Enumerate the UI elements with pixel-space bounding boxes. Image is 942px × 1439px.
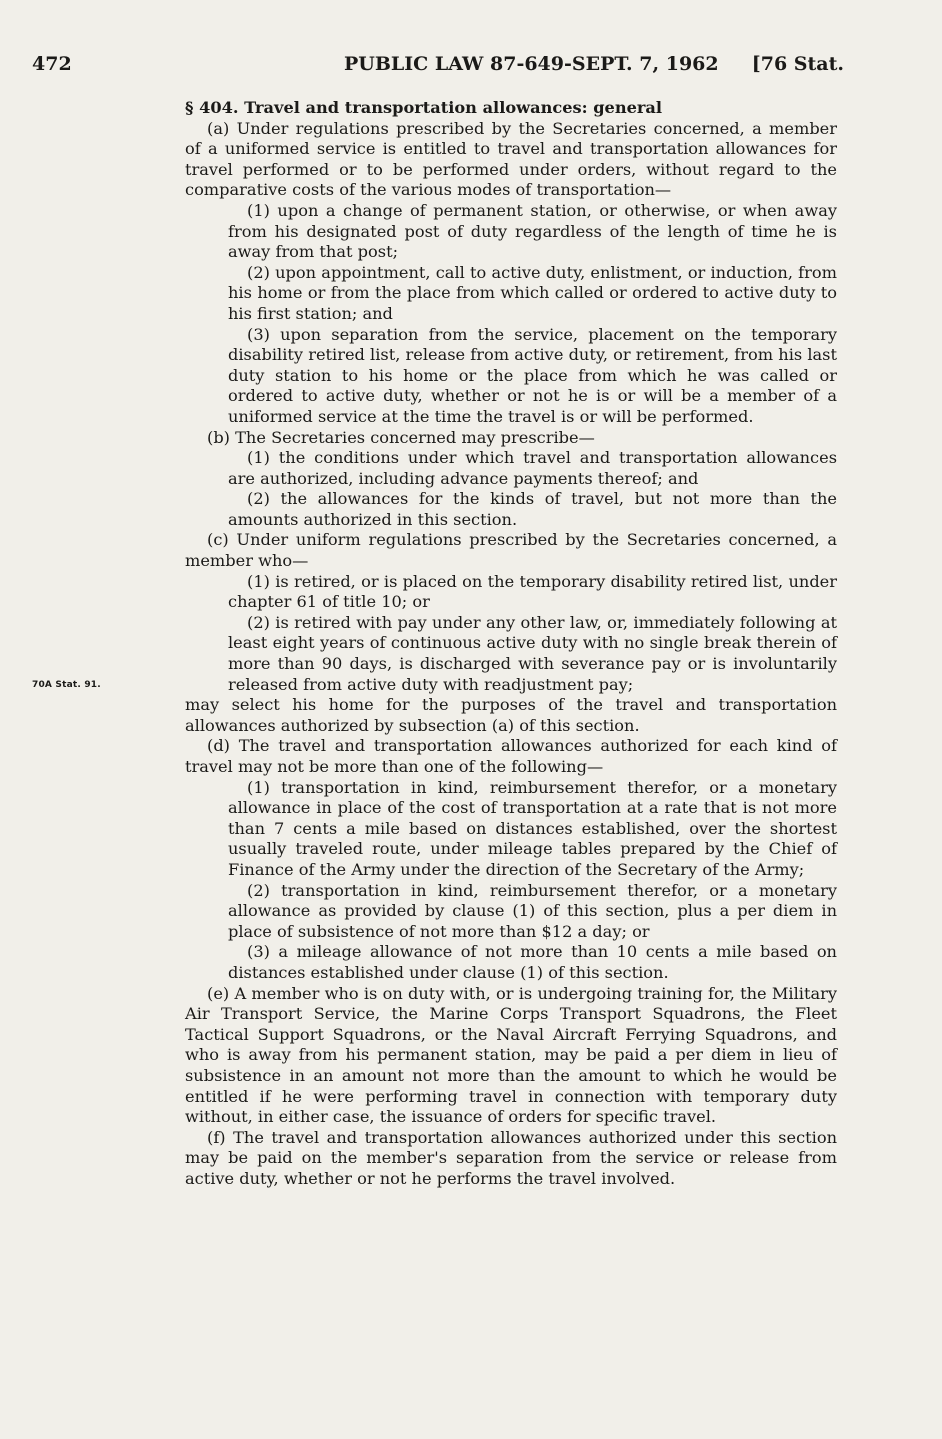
clause-b2: (2) the allowances for the kinds of travel, but not more than the amounts authorized in this section. bbox=[228, 489, 837, 529]
subsection-d: (d) The travel and transportation allowances authorized for each kind of travel may not be more than one of the following— bbox=[185, 736, 837, 776]
subsection-e: (e) A member who is on duty with, or is undergoing training for, the Military Air Transport Service, the Marine Corps Transport Squadrons, the Fleet Tactical Support Squadrons, or the Naval Aircraft Ferrying Squadrons, and who is away from his permanent station, may be paid a per diem in lieu of subsistence in an amount not more than the amount to which he would be entitled if he were performing travel in connection with temporary duty without, in either case, the issuance of orders for specific travel. bbox=[185, 983, 837, 1127]
clause-d3: (3) a mileage allowance of not more than 10 cents a mile based on distances established under clause (1) of this section. bbox=[228, 942, 837, 982]
clause-d1: (1) transportation in kind, reimbursement therefor, or a monetary allowance in place of the cost of transportation at a rate that is not more than 7 cents a mile based on distances established, over the shortest usually traveled route, under mileage tables prepared by the Chief of Finance of the Army under the direction of the Secretary of the Army; bbox=[228, 777, 837, 879]
section-body bbox=[185, 98, 837, 1189]
subsection-c-tail: may select his home for the purposes of the travel and transportation allowances authorized by subsection (a) of this section. bbox=[185, 695, 837, 735]
page-header bbox=[32, 53, 844, 83]
subsection-a: (a) Under regulations prescribed by the Secretaries concerned, a member of a uniformed service is entitled to travel and transportation allowances for travel performed or to be performed under orders, without regard to the comparative costs of the various modes of transportation— bbox=[185, 118, 837, 200]
subsection-b: (b) The Secretaries concerned may prescribe— bbox=[207, 427, 595, 447]
statute-reference: [76 Stat. bbox=[751, 53, 844, 75]
clause-a2: (2) upon appointment, call to active duty, enlistment, or induction, from his home or from the place from which called or ordered to active duty to his first station; and bbox=[228, 262, 837, 323]
clause-c2: (2) is retired with pay under any other law, or, immediately following at least eight years of continuous active duty with no single break therein of more than 90 days, is discharged with severance pay or is involuntarily released from active duty with readjustment pay; bbox=[228, 612, 837, 694]
section-heading: § 404. Travel and transportation allowances: general bbox=[185, 98, 663, 117]
clause-a1: (1) upon a change of permanent station, or otherwise, or when away from his designated post of duty regardless of the length of time he is away from that post; bbox=[228, 200, 837, 262]
clause-a3: (3) upon separation from the service, placement on the temporary disability retired list, release from active duty, or retirement, from his last duty station to his home or the place from which he was called or ordered to active duty, whether or not he is or will be a member of a uniformed service at the time the travel is or will be performed. bbox=[228, 324, 837, 426]
running-head: PUBLIC LAW 87-649-SEPT. 7, 1962 bbox=[344, 53, 719, 75]
clause-b1: (1) the conditions under which travel and transportation allowances are authorized, including advance payments thereof; and bbox=[228, 448, 837, 488]
margin-citation: 70A Stat. 91. bbox=[32, 680, 101, 690]
subsection-c: (c) Under uniform regulations prescribed by the Secretaries concerned, a member who— bbox=[185, 530, 837, 571]
clause-d2: (2) transportation in kind, reimbursement therefor, or a monetary allowance as provided by clause (1) of this section, plus a per diem in place of subsistence of not more than $12 a day; or bbox=[228, 880, 837, 941]
subsection-f: (f) The travel and transportation allowances authorized under this section may be paid on the member's separation from the service or release from active duty, whether or not he performs the travel involved. bbox=[185, 1127, 837, 1188]
clause-c1: (1) is retired, or is placed on the temporary disability retired list, under chapter 61 of title 10; or bbox=[228, 571, 837, 612]
page-number: 472 bbox=[32, 53, 72, 75]
